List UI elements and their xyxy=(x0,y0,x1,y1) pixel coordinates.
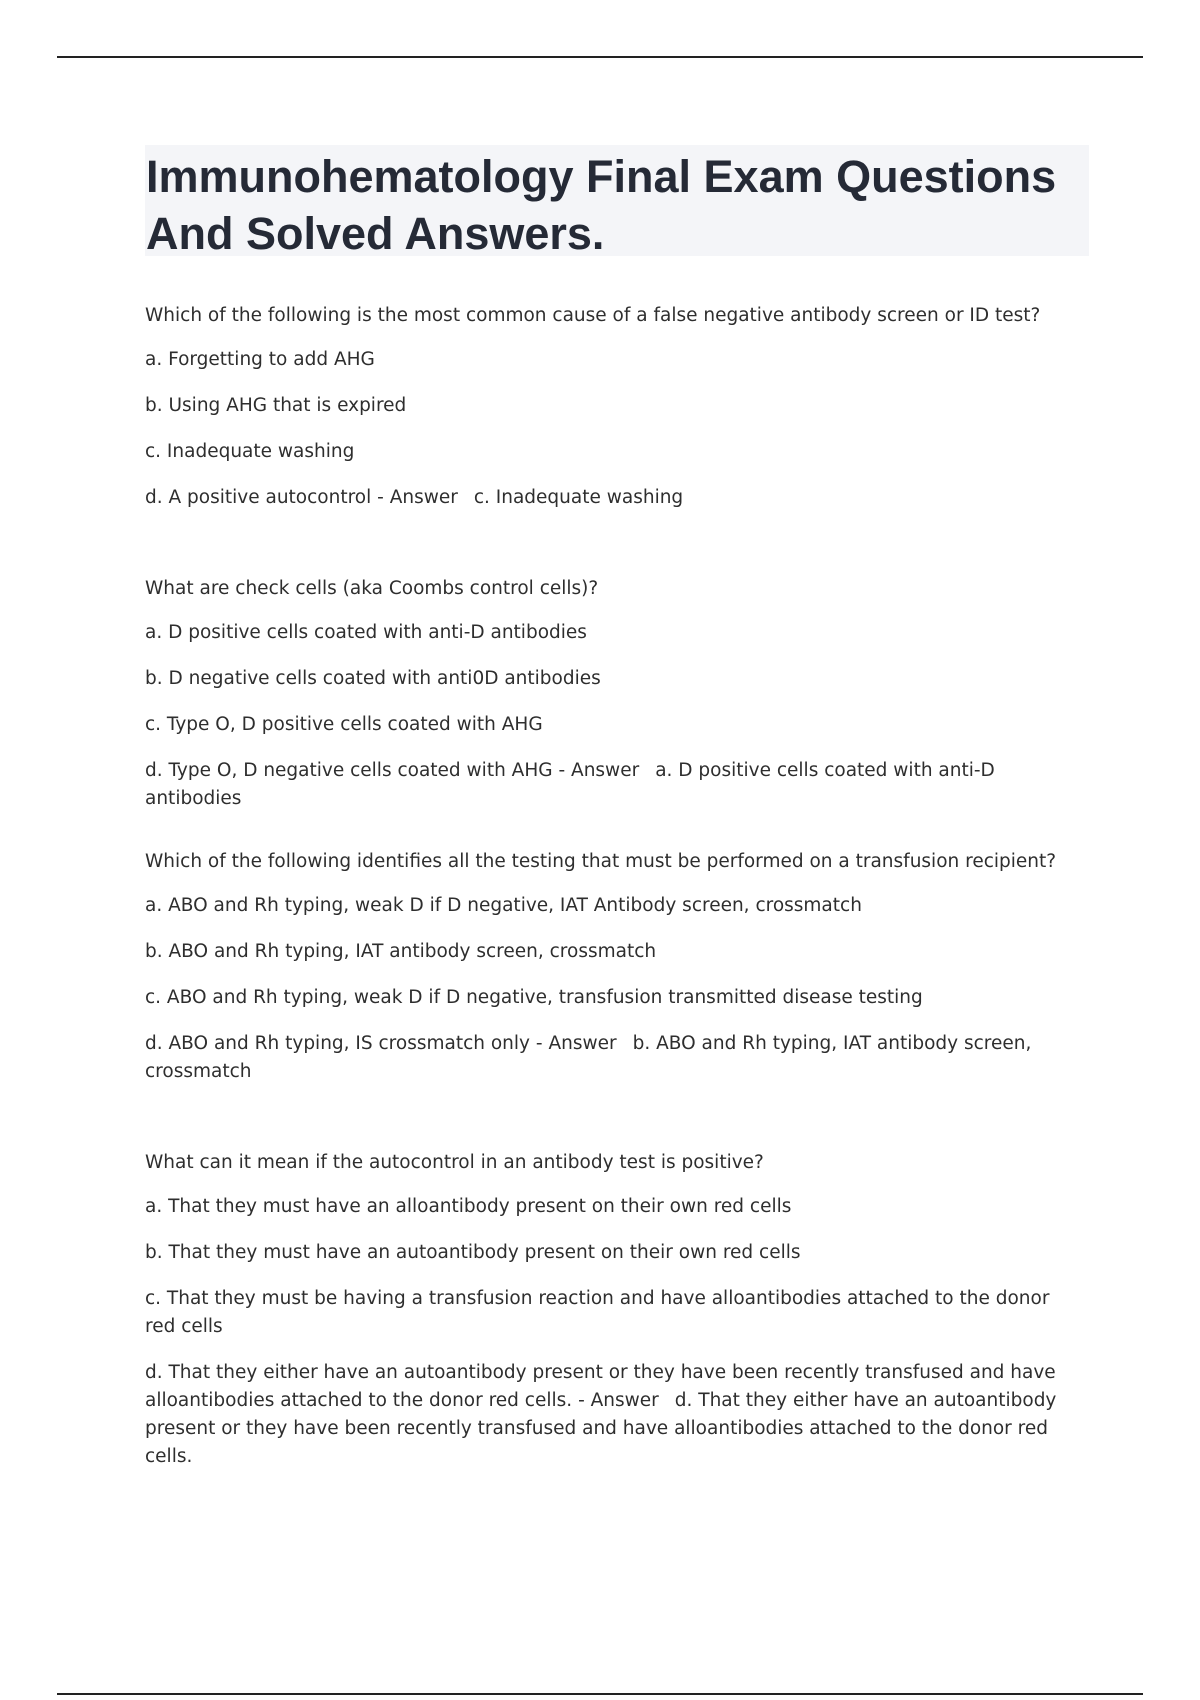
option-a: a. D positive cells coated with anti-D antibodies xyxy=(145,622,587,643)
option-d-with-answer xyxy=(145,1030,1085,1086)
answer-text: b. ABO and Rh typing, IAT antibody screen, crossmatch xyxy=(145,1033,1038,1082)
option-d-with-answer xyxy=(145,1359,1085,1471)
option-c: c. ABO and Rh typing, weak D if D negative, transfusion transmitted disease testing xyxy=(145,987,923,1008)
option-d-with-answer xyxy=(145,757,1085,813)
page-title: Immunohematology Final Exam Questions And Solved Answers. xyxy=(146,151,1057,259)
option-a: a. Forgetting to add AHG xyxy=(145,349,375,370)
answer-text: c. Inadequate washing xyxy=(473,487,684,508)
question-text: What are check cells (aka Coombs control cells)? xyxy=(145,578,599,599)
option-d: d. A positive autocontrol xyxy=(145,487,372,508)
question-block-3 xyxy=(145,848,1085,1104)
option-a: a. That they must have an alloantibody present on their own red cells xyxy=(145,1196,792,1217)
question-block-1 xyxy=(145,302,1085,530)
question-block-4 xyxy=(145,1149,1085,1489)
top-divider xyxy=(57,56,1143,58)
option-c: c. Type O, D positive cells coated with AHG xyxy=(145,714,543,735)
option-c: c. That they must be having a transfusion reaction and have alloantibodies attached to the donor red cells xyxy=(145,1288,1056,1337)
option-a: a. ABO and Rh typing, weak D if D negative, IAT Antibody screen, crossmatch xyxy=(145,895,862,916)
option-b: b. ABO and Rh typing, IAT antibody screen, crossmatch xyxy=(145,941,657,962)
question-text: Which of the following identifies all the testing that must be performed on a transfusion recipient? xyxy=(145,851,1057,872)
answer-label: - Answer xyxy=(558,760,640,781)
option-b: b. D negative cells coated with anti0D antibodies xyxy=(145,668,601,689)
answer-label: - Answer xyxy=(535,1033,617,1054)
option-b: b. That they must have an autoantibody present on their own red cells xyxy=(145,1242,801,1263)
question-text: What can it mean if the autocontrol in an antibody test is positive? xyxy=(145,1152,764,1173)
option-d: d. That they either have an autoantibody present or they have been recently transfused and have alloantibodies attached to the donor red cells. xyxy=(145,1362,1062,1411)
question-text: Which of the following is the most common cause of a false negative antibody screen or ID test? xyxy=(145,305,1041,326)
option-c: c. Inadequate washing xyxy=(145,441,355,462)
bottom-divider xyxy=(57,1693,1143,1695)
question-block-2 xyxy=(145,575,1085,831)
answer-label: - Answer xyxy=(377,487,458,508)
answer-text: a. D positive cells coated with anti-D antibodies xyxy=(145,760,1001,809)
answer-text: d. That they either have an autoantibody present or they have been recently transfused and have alloantibodies attached to the donor red cells. xyxy=(145,1390,1063,1467)
answer-label: - Answer xyxy=(578,1390,659,1411)
option-d-with-answer xyxy=(145,484,1085,512)
option-d: d. ABO and Rh typing, IS crossmatch only xyxy=(145,1033,530,1054)
option-b: b. Using AHG that is expired xyxy=(145,395,407,416)
option-d: d. Type O, D negative cells coated with AHG xyxy=(145,760,553,781)
